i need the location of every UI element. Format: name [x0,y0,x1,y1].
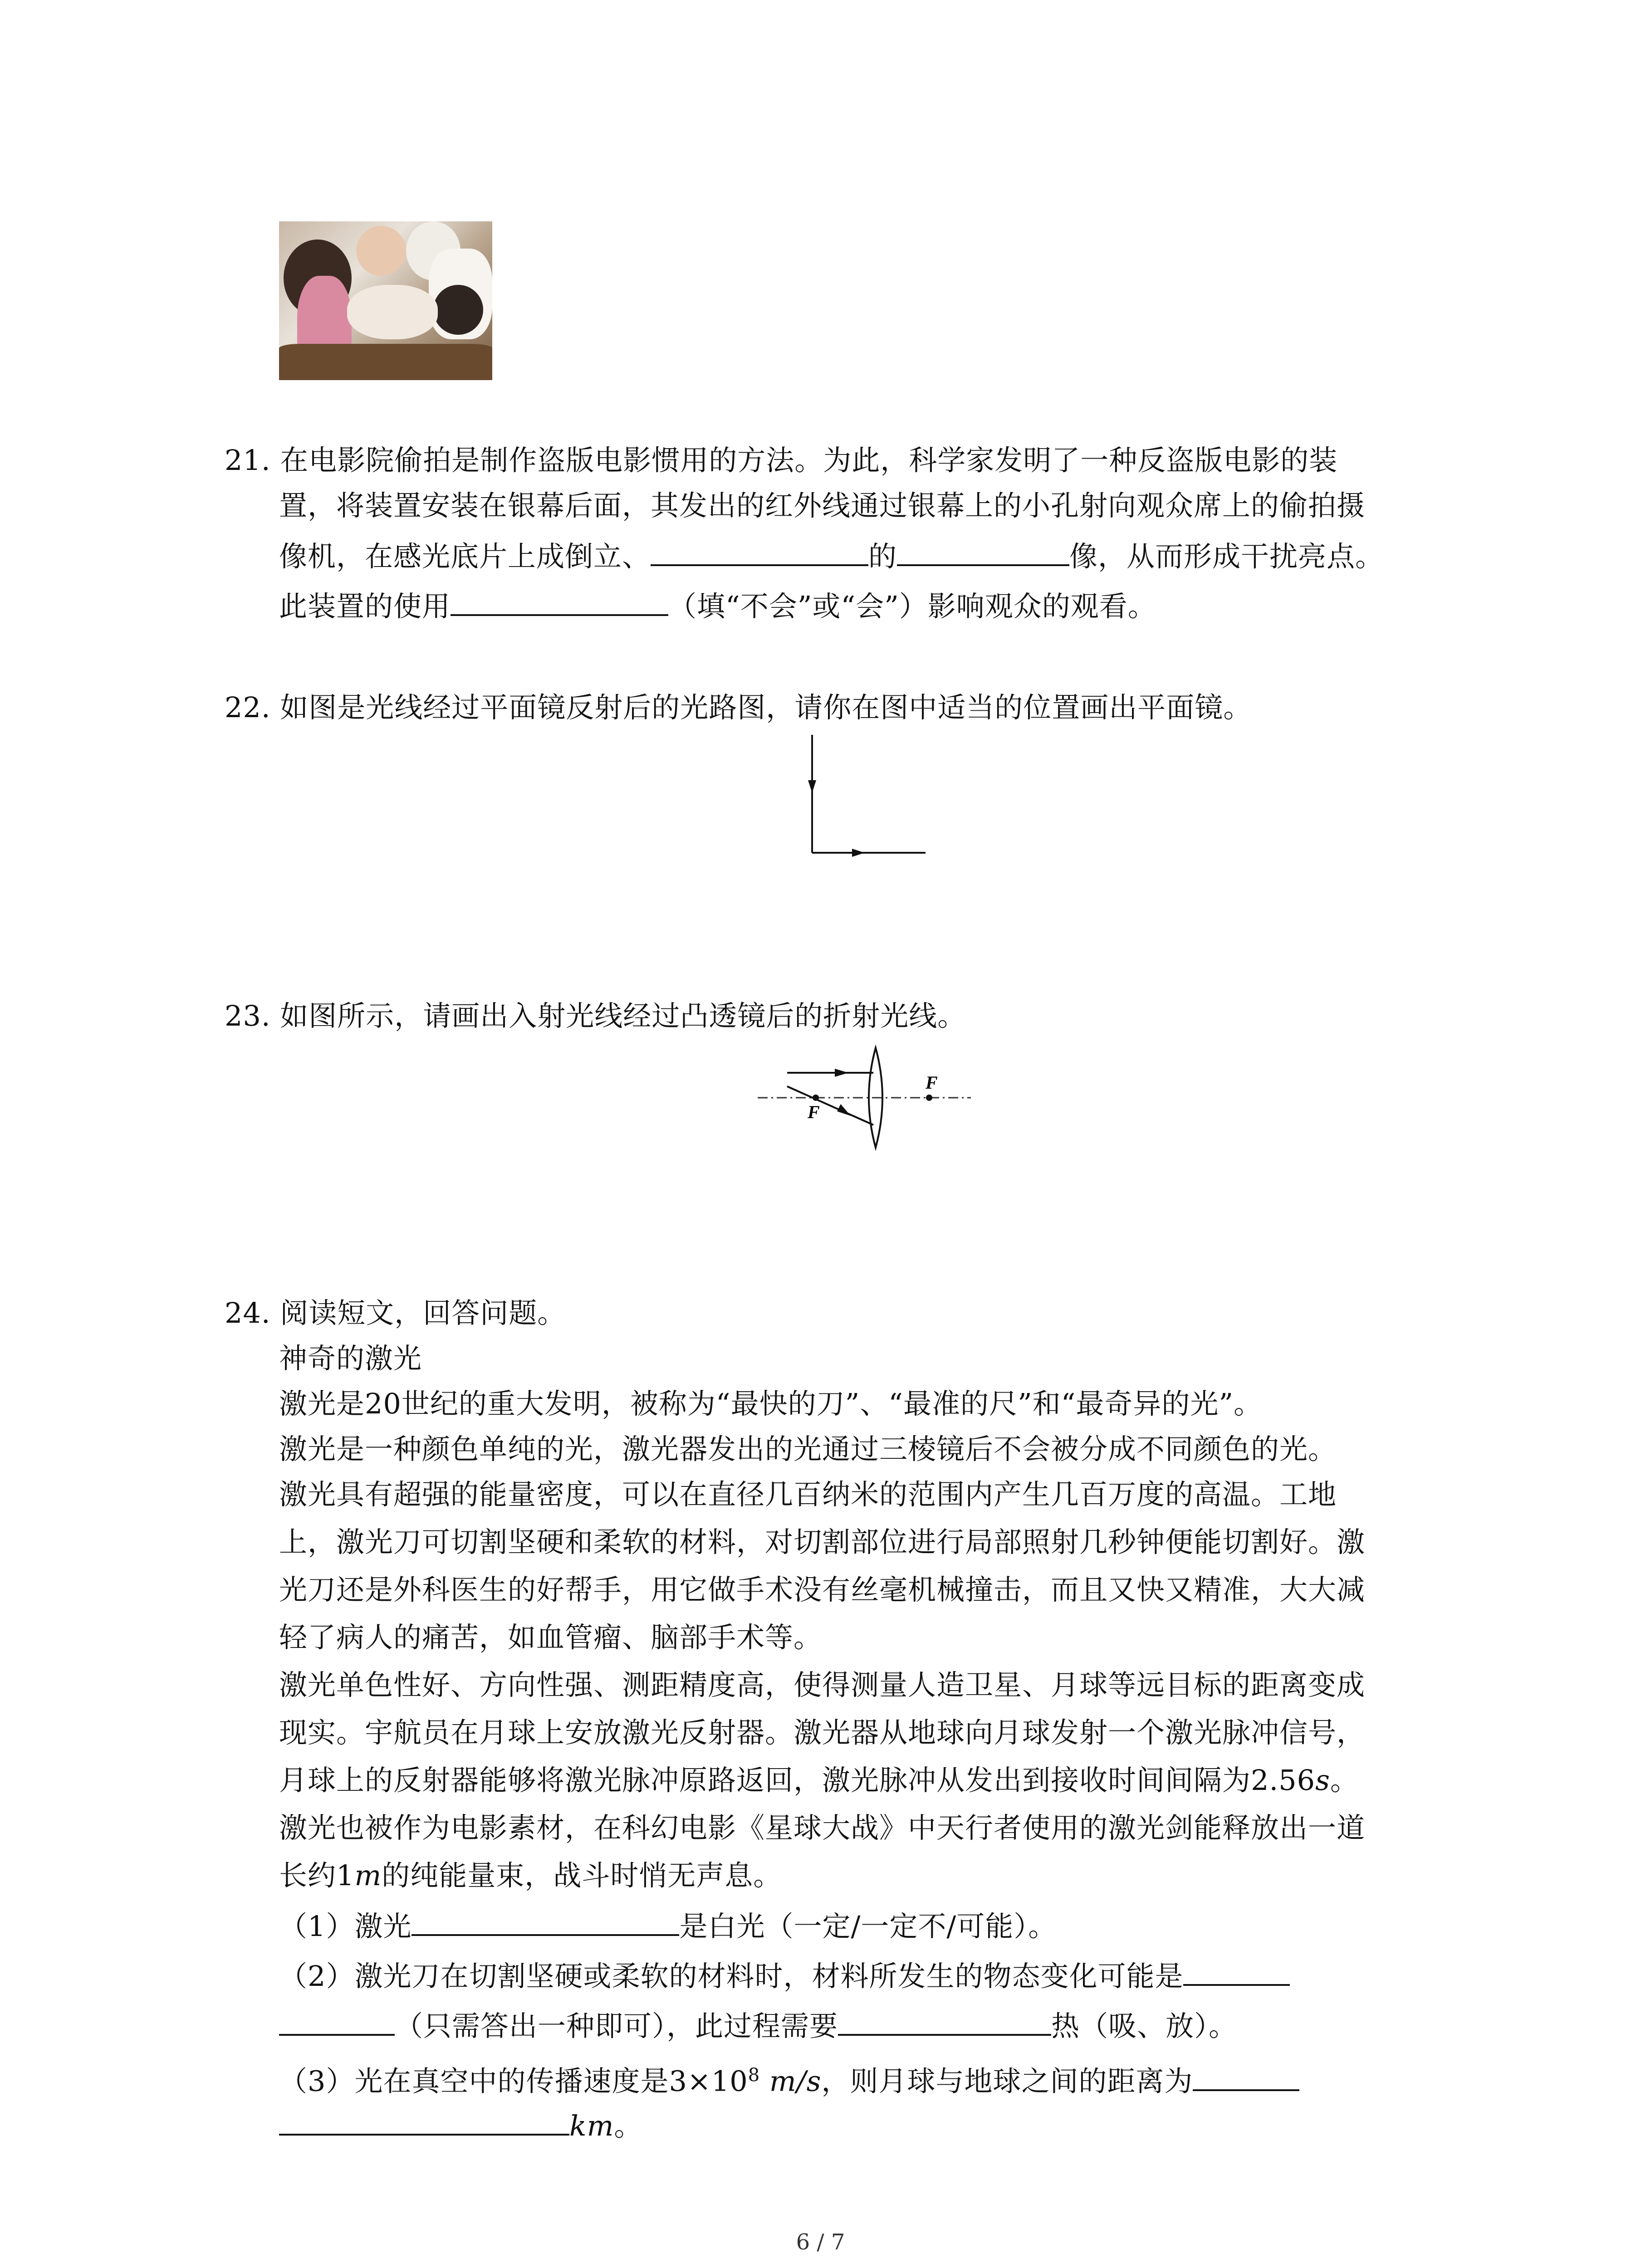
q23-right-focus-label: F [926,1072,938,1093]
q24-p4-l3-text: 月球上的反射器能够将激光脉冲原路返回，激光脉冲从发出到接收时间间隔为2.56 [279,1764,1316,1797]
q24-p5-l2-text-b: 的纯能量束，战斗时悄无声息。 [382,1859,782,1892]
q22-text: 22. 如图是光线经过平面镜反射后的光路图，请你在图中适当的位置画出平面镜。 [225,691,1252,724]
q24-paragraph-2: 激光是一种颜色单纯的光，激光器发出的光通过三棱镜后不会被分成不同颜色的光。 [279,1432,1337,1466]
q24-paragraph-1: 激光是20世纪的重大发明，被称为“最快的刀”、“最准的尺”和“最奇异的光”。 [279,1387,1263,1420]
q22-arrow-right-icon [852,849,865,857]
q23-left-focus-point [813,1095,819,1101]
q24-sq1-text-b: 是白光（一定/一定不/可能）。 [679,1910,1057,1943]
q23-left-focus-label: F [808,1102,820,1122]
q24-sq3-end: 。 [614,2109,643,2142]
q24-paragraph-5-line-1: 激光也被作为电影素材，在科幻电影《星球大战》中天行者使用的激光剑能释放出一道 [279,1811,1366,1844]
q24-sq3-blank-b[interactable] [279,2100,569,2136]
q24-sq3-text-a: （3）光在真空中的传播速度是3×10 [279,2064,748,2098]
q24-sq3-unit: m/s [769,2064,822,2098]
q24-essay-title: 神奇的激光 [279,1342,422,1375]
q21-line-4-part-b: （填“不会”或“会”）影响观众的观看。 [668,590,1156,623]
q23-lens-diagram [758,1043,975,1152]
q21-line-3-part-b: 的 [868,540,897,573]
q24-p5-l2-unit: m [354,1859,382,1892]
q23-arrow-1-icon [835,1069,848,1077]
q24-sq3-blank-a[interactable] [1193,2056,1299,2091]
q24-subquestion-3-line-1 [279,2050,1299,2107]
q24-paragraph-3-line-1: 激光具有超强的能量密度，可以在直径几百纳米的范围内产生几百万度的高温。工地 [279,1478,1337,1511]
q24-sq2-text-a: （2）激光刀在切割坚硬或柔软的材料时，材料所发生的物态变化可能是 [279,1960,1184,1993]
q24-subquestion-1 [279,1901,1057,1951]
q21-blank-1[interactable] [651,531,868,566]
q23-text: 23. 如图所示，请画出入射光线经过凸透镜后的折射光线。 [225,999,966,1032]
q24-title: 24. 阅读短文，回答问题。 [225,1296,566,1330]
q24-paragraph-3-line-2: 上，激光刀可切割坚硬和柔软的材料，对切割部位进行局部照射几秒钟便能切割好。激 [279,1525,1366,1559]
q24-sq1-text-a: （1）激光 [279,1910,412,1943]
q21-line-3-part-c: 像，从而形成干扰亮点。 [1069,540,1384,573]
q24-paragraph-3-line-4: 轻了病人的痛苦，如血管瘤、脑部手术等。 [279,1621,823,1654]
q24-sq2-text-c: 热（吸、放）。 [1051,2009,1238,2043]
q24-p5-l2-text-a: 长约1 [279,1859,355,1892]
q21-line-4 [279,581,1156,631]
q24-p4-l3-end: 。 [1330,1764,1359,1797]
q21-blank-3[interactable] [451,581,668,616]
q24-subquestion-2-line-2 [279,2000,1237,2051]
q24-p4-l3-unit: s [1315,1764,1330,1797]
q24-paragraph-4-line-3 [279,1755,1359,1805]
q21-line-3 [279,531,1384,582]
q24-paragraph-3-line-3: 光刀还是外科医生的好帮手，用它做手术没有丝毫机械撞击，而且又快又精准，大大减 [279,1573,1366,1606]
q21-line-4-part-a: 此装置的使用 [279,590,451,623]
page-number: 6 / 7 [796,2229,845,2255]
q23-right-focus-point [926,1095,932,1101]
q22-light-path-diagram [789,730,935,866]
q24-paragraph-4-line-1: 激光单色性好、方向性强、测距精度高，使得测量人造卫星、月球等远目标的距离变成 [279,1668,1366,1701]
q24-subquestion-2-line-1 [279,1950,1290,2001]
q21-blank-2[interactable] [897,531,1069,566]
q21-line-2: 置，将装置安装在银幕后面，其发出的红外线通过银幕上的小孔射向观众席上的偷拍摄 [279,489,1366,522]
q23-arrow-2-icon [837,1104,851,1116]
q21-line-3-part-a: 像机，在感光底片上成倒立、 [279,540,651,573]
q24-paragraph-5-line-2 [279,1851,782,1901]
q24-sq3-unit-km: km [569,2109,614,2142]
children-photo [279,221,492,380]
q24-sq2-blank-2[interactable] [838,2000,1051,2036]
q23-ray-through-focus [787,1086,873,1125]
q22-arrow-down-icon [808,780,816,793]
q24-sq2-blank-1a[interactable] [1183,1950,1290,1986]
q24-paragraph-4-line-2: 现实。宇航员在月球上安放激光反射器。激光器从地球向月球发射一个激光脉冲信号， [279,1716,1366,1749]
q24-sq2-blank-1b[interactable] [279,2000,395,2036]
q24-sq3-text-b: ，则月球与地球之间的距离为 [821,2064,1193,2098]
q24-subquestion-3-line-2 [279,2100,642,2151]
q24-sq3-exponent: 8 [748,2065,760,2086]
q21-line-1: 21. 在电影院偷拍是制作盗版电影惯用的方法。为此，科学家发明了一种反盗版电影的装 [225,444,1338,477]
q24-sq2-text-b: （只需答出一种即可），此过程需要 [395,2009,838,2043]
q24-sq1-blank[interactable] [411,1901,679,1936]
